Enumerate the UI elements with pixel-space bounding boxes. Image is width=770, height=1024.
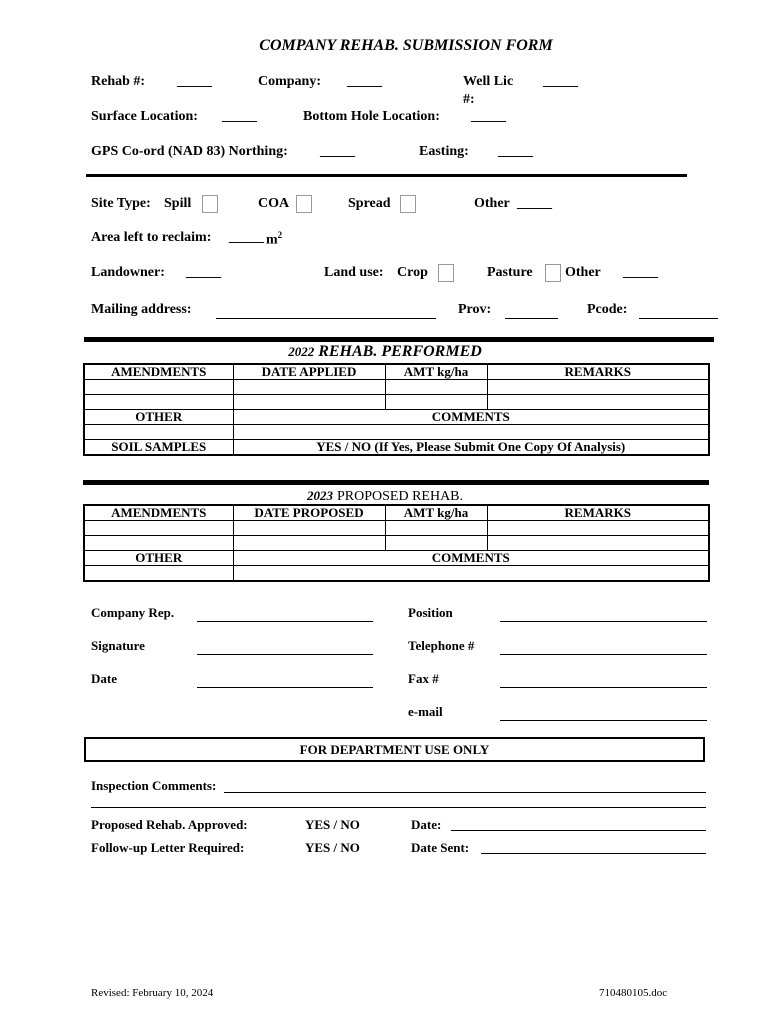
- table-cell[interactable]: [233, 395, 385, 410]
- company-rep-label: Company Rep.: [91, 605, 175, 620]
- date-sent-label: Date Sent:: [411, 840, 470, 855]
- spill-label: Spill: [164, 196, 192, 211]
- table-row: [84, 410, 709, 425]
- table-cell[interactable]: [84, 395, 233, 410]
- col-remarks: REMARKS: [487, 505, 709, 521]
- rehab-number-label: Rehab #:: [91, 74, 146, 89]
- proposed-title: PROPOSED REHAB.: [336, 489, 464, 504]
- followup-value[interactable]: YES / NO: [305, 840, 360, 855]
- date-label: Date: [91, 671, 117, 686]
- pasture-label: Pasture: [487, 265, 533, 280]
- landowner-label: Landowner:: [91, 265, 165, 280]
- site-other-label: Other: [474, 196, 510, 211]
- company-label: Company:: [258, 74, 322, 89]
- performed-table: [83, 363, 710, 456]
- soil-samples-value[interactable]: YES / NO (If Yes, Please Submit One Copy Of Analysis): [233, 440, 709, 456]
- landowner-field[interactable]: _____: [186, 265, 221, 280]
- position-field[interactable]: [500, 621, 707, 622]
- col-date-applied: DATE APPLIED: [233, 364, 385, 380]
- table-row[interactable]: [84, 536, 709, 551]
- table-cell[interactable]: [487, 521, 709, 536]
- table-row[interactable]: [84, 566, 709, 582]
- well-lic-label-cont: #:: [463, 92, 475, 107]
- table-cell[interactable]: [233, 425, 709, 440]
- table-row: [84, 364, 709, 380]
- inspection-comments-label: Inspection Comments:: [91, 778, 217, 793]
- signature-label: Signature: [91, 638, 145, 653]
- col-amendments: AMENDMENTS: [84, 364, 233, 380]
- comments-header: COMMENTS: [233, 551, 709, 566]
- table-cell[interactable]: [84, 380, 233, 395]
- signature-field[interactable]: [197, 654, 373, 655]
- table-row[interactable]: [84, 395, 709, 410]
- pcode-label: Pcode:: [587, 302, 628, 317]
- email-label: e-mail: [408, 704, 443, 719]
- land-other-field[interactable]: _____: [623, 265, 658, 280]
- bottom-hole-label: Bottom Hole Location:: [303, 109, 440, 124]
- table-row[interactable]: [84, 425, 709, 440]
- performed-heading: [0, 343, 770, 361]
- site-other-field[interactable]: _____: [517, 196, 552, 211]
- table-row: [84, 440, 709, 456]
- proposed-year: 2023: [306, 488, 333, 503]
- fax-label: Fax #: [408, 671, 439, 686]
- well-lic-label: Well Lic: [463, 74, 514, 89]
- section-divider: [86, 174, 687, 177]
- table-cell[interactable]: [487, 380, 709, 395]
- area-unit-base: m: [266, 232, 278, 248]
- document-id: 710480105.doc: [599, 987, 668, 999]
- area-unit: [266, 230, 282, 249]
- well-lic-field[interactable]: _____: [543, 74, 578, 89]
- proposed-table: [83, 504, 710, 582]
- approved-date-field[interactable]: [451, 830, 706, 831]
- mailing-address-field[interactable]: [216, 318, 436, 319]
- crop-checkbox[interactable]: [438, 264, 454, 282]
- easting-label: Easting:: [419, 144, 469, 159]
- table-cell[interactable]: [233, 536, 385, 551]
- section-divider-thick: [84, 337, 714, 342]
- table-cell[interactable]: [385, 536, 487, 551]
- table-cell[interactable]: [84, 521, 233, 536]
- comments-header: COMMENTS: [233, 410, 709, 425]
- col-remarks: REMARKS: [487, 364, 709, 380]
- table-cell[interactable]: [487, 395, 709, 410]
- bottom-hole-field[interactable]: _____: [471, 109, 506, 124]
- spread-checkbox[interactable]: [400, 195, 416, 213]
- table-cell[interactable]: [233, 521, 385, 536]
- table-row: [84, 505, 709, 521]
- date-field[interactable]: [197, 687, 373, 688]
- section-divider-thick: [83, 480, 709, 485]
- gps-northing-label: GPS Co-ord (NAD 83) Northing:: [91, 144, 288, 159]
- site-type-label: Site Type:: [91, 196, 151, 211]
- mailing-address-label: Mailing address:: [91, 302, 192, 317]
- soil-samples-label: SOIL SAMPLES: [84, 440, 233, 456]
- easting-field[interactable]: _____: [498, 144, 533, 159]
- other-header: OTHER: [84, 410, 233, 425]
- col-amt: AMT kg/ha: [385, 364, 487, 380]
- area-left-label: Area left to reclaim:: [91, 230, 212, 245]
- table-row: [84, 551, 709, 566]
- date-sent-field[interactable]: [481, 853, 706, 854]
- surface-location-field[interactable]: _____: [222, 109, 257, 124]
- col-amendments: AMENDMENTS: [84, 505, 233, 521]
- telephone-label: Telephone #: [408, 638, 475, 653]
- department-box: [84, 737, 705, 762]
- table-cell[interactable]: [385, 395, 487, 410]
- area-unit-superscript: 2: [277, 230, 283, 240]
- other-header: OTHER: [84, 551, 233, 566]
- table-cell[interactable]: [84, 425, 233, 440]
- table-cell[interactable]: [84, 566, 233, 582]
- table-cell[interactable]: [385, 521, 487, 536]
- col-date-proposed: DATE PROPOSED: [233, 505, 385, 521]
- table-cell[interactable]: [385, 380, 487, 395]
- fax-field[interactable]: [500, 687, 707, 688]
- table-cell[interactable]: [233, 380, 385, 395]
- table-row[interactable]: [84, 521, 709, 536]
- surface-location-label: Surface Location:: [91, 109, 198, 124]
- table-cell[interactable]: [84, 536, 233, 551]
- inspection-comments-field-2[interactable]: [91, 807, 706, 808]
- email-field[interactable]: [500, 720, 707, 721]
- company-field[interactable]: _____: [347, 74, 382, 89]
- revised-date: Revised: February 10, 2024: [91, 987, 214, 999]
- position-label: Position: [408, 605, 453, 620]
- table-cell[interactable]: [233, 566, 709, 582]
- followup-label: Follow-up Letter Required:: [91, 840, 245, 855]
- pcode-field[interactable]: [639, 318, 718, 319]
- approved-value[interactable]: YES / NO: [305, 817, 360, 832]
- company-rep-field[interactable]: [197, 621, 373, 622]
- table-row[interactable]: [84, 380, 709, 395]
- performed-year: 2022: [288, 344, 315, 359]
- coa-label: COA: [258, 196, 290, 211]
- approved-label: Proposed Rehab. Approved:: [91, 817, 248, 832]
- coa-checkbox[interactable]: [296, 195, 312, 213]
- department-heading: FOR DEPARTMENT USE ONLY: [299, 742, 490, 757]
- prov-label: Prov:: [458, 302, 492, 317]
- land-use-label: Land use:: [324, 265, 384, 280]
- inspection-comments-field[interactable]: [224, 792, 706, 793]
- gps-northing-field[interactable]: _____: [320, 144, 355, 159]
- spill-checkbox[interactable]: [202, 195, 218, 213]
- col-amt: AMT kg/ha: [385, 505, 487, 521]
- form-title: COMPANY REHAB. SUBMISSION FORM: [259, 37, 553, 54]
- pasture-checkbox[interactable]: [545, 264, 561, 282]
- table-cell[interactable]: [487, 536, 709, 551]
- prov-field[interactable]: [505, 318, 558, 319]
- rehab-number-field[interactable]: _____: [177, 74, 212, 89]
- telephone-field[interactable]: [500, 654, 707, 655]
- spread-label: Spread: [348, 196, 391, 211]
- crop-label: Crop: [397, 265, 428, 280]
- approved-date-label: Date:: [411, 817, 442, 832]
- area-left-field[interactable]: _____: [229, 230, 264, 245]
- proposed-heading: [0, 487, 770, 505]
- land-other-label: Other: [565, 265, 601, 280]
- performed-title: REHAB. PERFORMED: [318, 343, 482, 360]
